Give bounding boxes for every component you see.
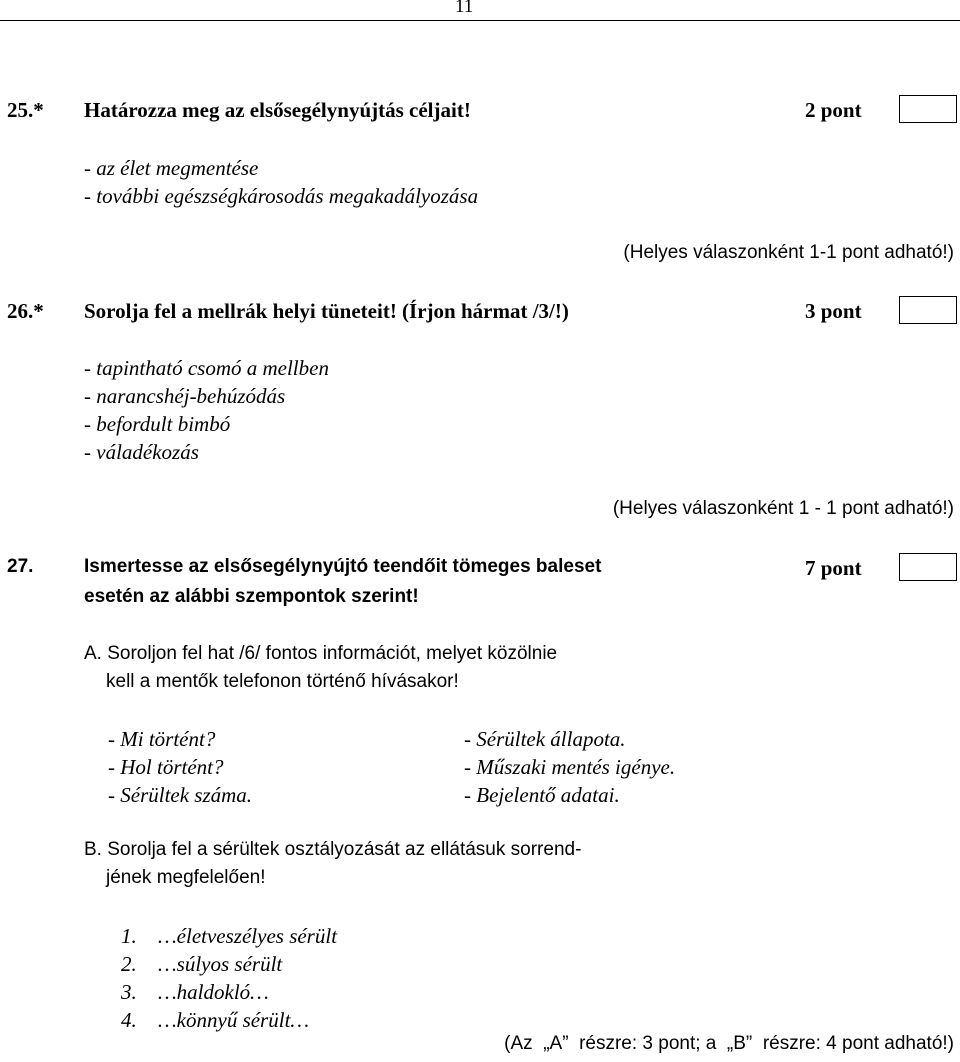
q27-question-line1: Ismertesse az elsősegélynyújtó teendőit tömeges baleset [84,556,602,577]
q25-question: Határozza meg az elsősegélynyújtás céljait! [84,98,471,122]
q26-score-box[interactable] [899,296,957,324]
q26-answer: - tapintható csomó a mellben [84,356,329,380]
q27-partA-answer-left: - Hol történt? [108,755,224,779]
q26-answer: - váladékozás [84,440,199,464]
q27-partA-answer-right: - Műszaki mentés igénye. [464,755,676,779]
q27-scoring-note: (Az „A” részre: 3 pont; a „B” részre: 4 pont adható!) [504,1033,954,1054]
q27-partB-line2: jének megfelelően! [106,867,266,888]
q25-score-box[interactable] [899,95,957,123]
q27-partB-line1: B. Sorolja fel a sérültek osztályozását az ellátásuk sorrend- [84,839,582,860]
q27-partB-item-number: 1. [121,924,137,948]
q26-answer: - narancshéj-behúzódás [84,384,286,408]
q25-answer: - további egészségkárosodás megakadályozása [84,184,479,208]
q27-score-box[interactable] [899,553,957,581]
q27-partA-answer-left: - Mi történt? [108,727,216,751]
q27-partB-item-text: …könnyű sérült… [158,1008,310,1032]
q27-partA-answer-right: - Bejelentő adatai. [464,783,620,807]
q25-number: 25.* [7,98,44,122]
q27-points: 7 pont [805,556,862,580]
q27-number: 27. [7,556,34,577]
q25-answer: - az élet megmentése [84,156,259,180]
q26-points: 3 pont [805,299,862,323]
q26-question: Sorolja fel a mellrák helyi tüneteit! (Írjon hármat /3/!) [84,299,569,323]
q27-partB-item-text: …súlyos sérült [158,952,283,976]
q27-partA-line2: kell a mentők telefonon történő hívásakor! [106,671,459,692]
q27-question-line2: esetén az alábbi szempontok szerint! [84,586,419,607]
q27-partB-item-number: 4. [121,1008,137,1032]
q26-answer: - befordult bimbó [84,412,231,436]
header-rule [0,20,960,21]
q26-scoring-note: (Helyes válaszonként 1 - 1 pont adható!) [612,498,954,519]
page-number: 11 [455,0,474,17]
q27-partB-item-text: …életveszélyes sérült [158,924,338,948]
q25-points: 2 pont [805,98,862,122]
q27-partA-line1: A. Soroljon fel hat /6/ fontos információt, melyet közölnie [84,643,558,664]
q27-partB-item-number: 2. [121,952,137,976]
q25-scoring-note: (Helyes válaszonként 1-1 pont adható!) [623,242,954,263]
q27-partA-answer-right: - Sérültek állapota. [464,727,626,751]
q27-partA-answer-left: - Sérültek száma. [108,783,253,807]
q27-partB-item-text: …haldokló… [158,980,269,1004]
q27-partB-item-number: 3. [121,980,137,1004]
q26-number: 26.* [7,299,44,323]
